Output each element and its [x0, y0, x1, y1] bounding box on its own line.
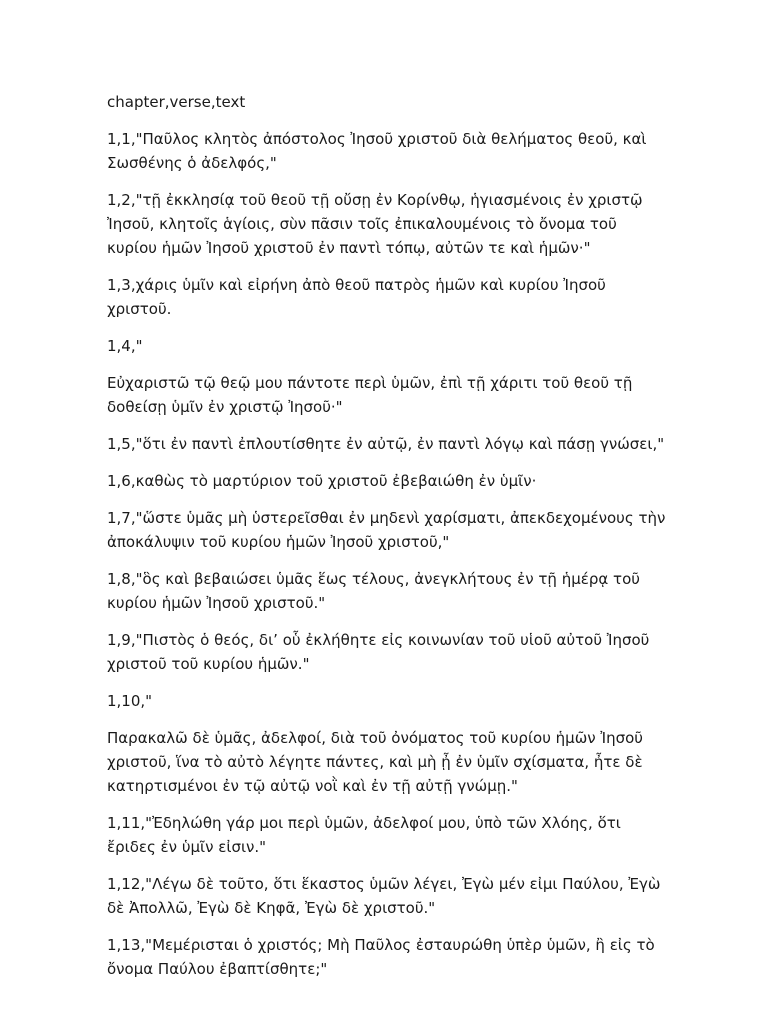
document-text	[107, 90, 667, 994]
verse-1-12: 1,12,"Λέγω δὲ τοῦτο, ὅτι ἕκαστος ὑμῶν λέγει, Ἐγὼ μέν εἰμι Παύλου, Ἐγὼ δὲ Ἀπολλῶ, Ἐγὼ δὲ Κηφᾶ, Ἐγὼ δὲ χριστοῦ."	[107, 875, 661, 917]
verse-1-11: 1,11,"Ἐδηλώθη γάρ μοι περὶ ὑμῶν, ἀδελφοί μου, ὑπὸ τῶν Χλόης, ὅτι ἔριδες ἐν ὑμῖν εἰσιν."	[107, 814, 621, 856]
verse-1-4-text: Εὐχαριστῶ τῷ θεῷ μου πάντοτε περὶ ὑμῶν, ἐπὶ τῇ χάριτι τοῦ θεοῦ τῇ δοθείσῃ ὑμῖν ἐν χριστῷ Ἰησοῦ·"	[107, 374, 633, 416]
verse-1-7: 1,7,"ὥστε ὑμᾶς μὴ ὑστερεῖσθαι ἐν μηδενὶ χαρίσματι, ἀπεκδεχομένους τὴν ἀποκάλυψιν τοῦ κυρίου ἡμῶν Ἰησοῦ χριστοῦ,"	[107, 509, 666, 551]
verse-1-1: 1,1,"Παῦλος κλητὸς ἀπόστολος Ἰησοῦ χριστοῦ διὰ θελήματος θεοῦ, καὶ Σωσθένης ὁ ἀδελφός,"	[107, 130, 647, 172]
verse-1-2: 1,2,"τῇ ἐκκλησίᾳ τοῦ θεοῦ τῇ οὔσῃ ἐν Κορίνθῳ, ἡγιασμένοις ἐν χριστῷ Ἰησοῦ, κλητοῖς ἁγίοις, σὺν πᾶσιν τοῖς ἐπικαλουμένοις τὸ ὄνομα τοῦ κυρίου ἡμῶν Ἰησοῦ χριστοῦ ἐν παντὶ τόπῳ, αὐτῶν τε καὶ ἡμῶν·"	[107, 191, 643, 257]
verse-1-9: 1,9,"Πιστὸς ὁ θεός, δι’ οὗ ἐκλήθητε εἰς κοινωνίαν τοῦ υἱοῦ αὐτοῦ Ἰησοῦ χριστοῦ τοῦ κυρίου ἡμῶν."	[107, 631, 650, 673]
verse-1-5: 1,5,"ὅτι ἐν παντὶ ἐπλουτίσθητε ἐν αὐτῷ, ἐν παντὶ λόγῳ καὶ πάσῃ γνώσει,"	[107, 435, 665, 453]
csv-header-line: chapter,verse,text	[107, 93, 246, 111]
verse-1-4-start: 1,4,"	[107, 337, 143, 355]
verse-1-6: 1,6,καθὼς τὸ μαρτύριον τοῦ χριστοῦ ἐβεβαιώθη ἐν ὑμῖν·	[107, 472, 537, 490]
verse-1-10-text: Παρακαλῶ δὲ ὑμᾶς, ἀδελφοί, διὰ τοῦ ὀνόματος τοῦ κυρίου ἡμῶν Ἰησοῦ χριστοῦ, ἵνα τὸ αὐτὸ λέγητε πάντες, καὶ μὴ ᾖ ἐν ὑμῖν σχίσματα, ἦτε δὲ κατηρτισμένοι ἐν τῷ αὐτῷ νοῒ καὶ ἐν τῇ αὐτῇ γνώμῃ."	[107, 729, 643, 795]
verse-1-13: 1,13,"Μεμέρισται ὁ χριστός; Μὴ Παῦλος ἐσταυρώθη ὑπὲρ ὑμῶν, ἢ εἰς τὸ ὄνομα Παύλου ἐβαπτίσθητε;"	[107, 936, 655, 978]
verse-1-3: 1,3,χάρις ὑμῖν καὶ εἰρήνη ἀπὸ θεοῦ πατρὸς ἡμῶν καὶ κυρίου Ἰησοῦ χριστοῦ.	[107, 276, 606, 318]
verse-1-10-start: 1,10,"	[107, 692, 153, 710]
verse-1-8: 1,8,"ὃς καὶ βεβαιώσει ὑμᾶς ἕως τέλους, ἀνεγκλήτους ἐν τῇ ἡμέρᾳ τοῦ κυρίου ἡμῶν Ἰησοῦ χριστοῦ."	[107, 570, 640, 612]
